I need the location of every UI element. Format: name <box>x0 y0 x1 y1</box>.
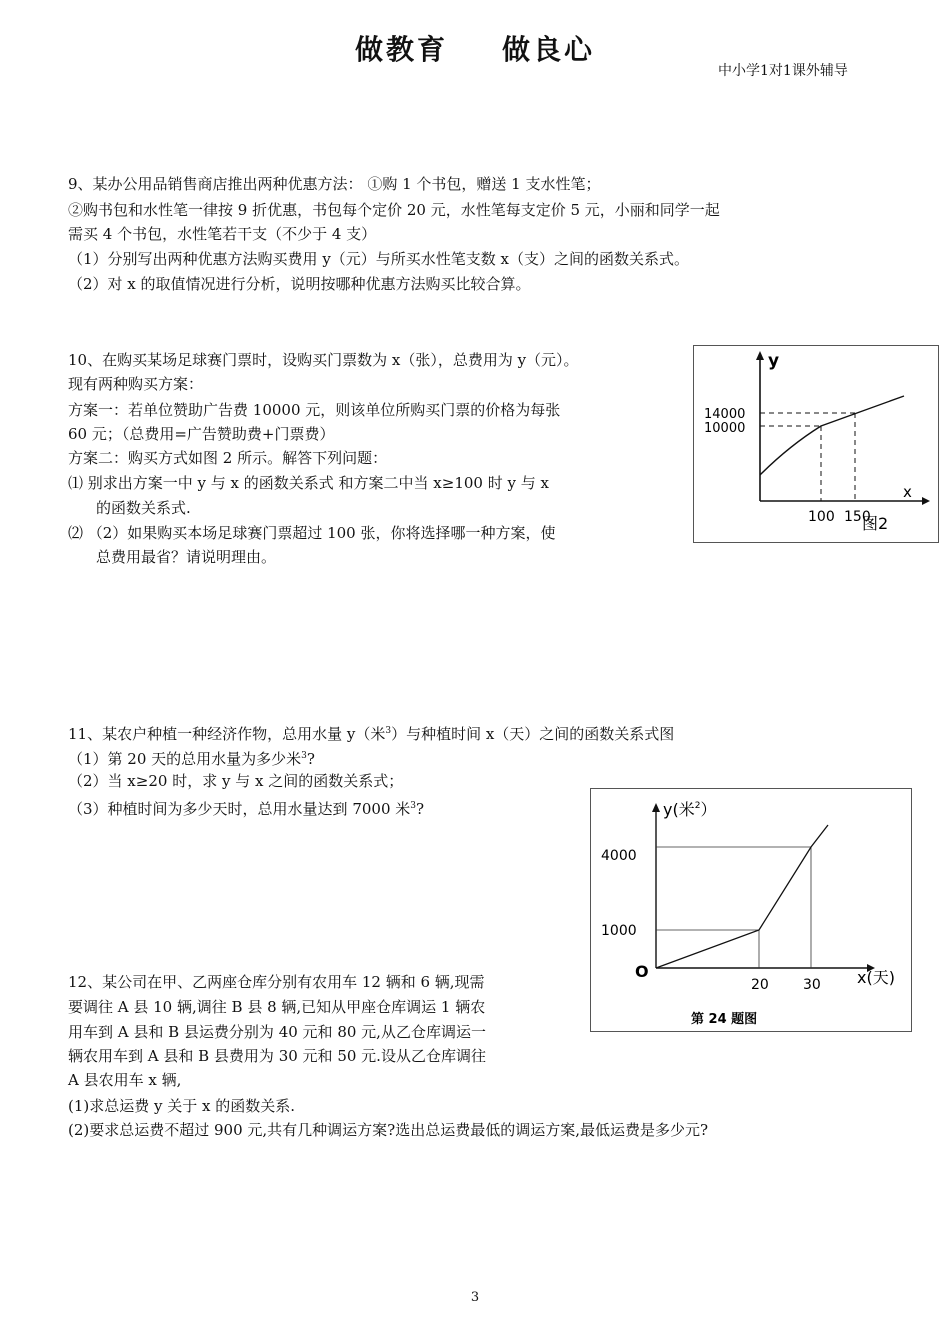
q9-line-2: ②购书包和水性笔一律按 9 折优惠，书包每个定价 20 元，水性笔每支定价 5 元，小丽和同学一起 <box>68 201 720 219</box>
q10-line-8: ⑵ （2）如果购买本场足球赛门票超过 100 张，你将选择哪一种方案，使 <box>68 524 556 542</box>
q10-line-6: ⑴ 别求出方案一中 y 与 x 的函数关系式 和方案二中当 x≥100 时 y 与 x <box>68 474 549 492</box>
q10-line-5: 方案二：购买方式如图 2 所示。解答下列问题： <box>68 449 388 467</box>
page-number: 3 <box>470 1290 480 1305</box>
fig2-tick-100: 100 <box>808 509 835 525</box>
fig24-line <box>656 825 828 968</box>
title-right: 做良心 <box>502 33 596 66</box>
q10-line-3: 方案一：若单位赞助广告费 10000 元，则该单位所购买门票的价格为每张 <box>68 401 561 419</box>
q12-line-3: 用车到 A 县和 B 县运费分别为 40 元和 80 元,从乙仓库调运一 <box>68 1023 486 1041</box>
fig2-x-label: x <box>903 483 912 501</box>
fig2-y-label: y <box>768 351 780 371</box>
q11-line-4: （3）种植时间为多少天时，总用水量达到 7000 米$^3$? <box>68 800 425 818</box>
q12-line-6: (1)求总运费 y 关于 x 的函数关系. <box>68 1097 296 1115</box>
q12-line-5: A 县农用车 x 辆, <box>68 1071 182 1089</box>
figure-24 <box>590 788 912 1032</box>
fig2-curve <box>760 396 904 475</box>
fig2-x-arrow <box>922 497 930 505</box>
fig24-y-label: y(米$^2$） <box>663 800 717 819</box>
q11-line-2: （1）第 20 天的总用水量为多少米$^3$? <box>68 750 315 768</box>
figure-2 <box>693 345 939 543</box>
q9-line-5: （2）对 x 的取值情况进行分析，说明按哪种优惠方法购买比较合算。 <box>68 275 531 293</box>
q9-line-3: 需买 4 个书包，水性笔若干支（不少于 4 支） <box>68 225 377 243</box>
fig24-y-arrow <box>652 803 660 812</box>
q9-line-4: （1）分别写出两种优惠方法购买费用 y（元）与所买水性笔支数 x（支）之间的函数关系式。 <box>68 250 690 268</box>
q11-line-1: 11、某农户种植一种经济作物，总用水量 y（米$^3$）与种植时间 x（天）之间的函数关系式图 <box>68 725 675 743</box>
q9-line-1: 9、某办公用品销售商店推出两种优惠方法： ①购 1 个书包，赠送 1 支水性笔； <box>68 175 601 193</box>
q10-line-4: 60 元；（总费用=广告赞助费+门票费） <box>68 425 335 443</box>
title-left: 做教育 <box>354 33 448 66</box>
fig2-tick-10000: 10000 <box>704 421 746 436</box>
fig2-tick-14000: 14000 <box>704 407 746 422</box>
q12-line-2: 要调往 A 县 10 辆,调往 B 县 8 辆,已知从甲座仓库调运 1 辆农 <box>68 998 486 1016</box>
q10-line-1: 10、在购买某场足球赛门票时，设购买门票数为 x（张），总费用为 y（元）。 <box>68 351 579 369</box>
q12-line-7: (2)要求总运费不超过 900 元,共有几种调运方案?选出总运费最低的调运方案,最低运费是多少元? <box>68 1121 709 1139</box>
q12-line-1: 12、某公司在甲、乙两座仓库分别有农用车 12 辆和 6 辆,现需 <box>68 973 485 991</box>
q11-line-3: （2）当 x≥20 时，求 y 与 x 之间的函数关系式； <box>68 772 404 790</box>
q12-line-4: 辆农用车到 A 县和 B 县费用为 30 元和 50 元.设从乙仓库调往 <box>68 1047 486 1065</box>
fig24-tick-30: 30 <box>803 977 821 993</box>
page-subtitle: 中小学1对1课外辅导 <box>718 63 848 79</box>
fig2-caption: 图2 <box>862 514 889 533</box>
fig24-caption: 第 24 题图 <box>691 1012 758 1027</box>
figure-24-graph <box>591 789 911 1031</box>
fig24-x-label: x(天) <box>857 968 895 987</box>
fig2-tick-150: 150 <box>844 509 871 525</box>
fig24-tick-20: 20 <box>751 977 769 993</box>
q10-line-7: 的函数关系式. <box>96 499 191 517</box>
figure-2-graph <box>694 346 938 542</box>
fig24-tick-4000: 4000 <box>601 848 637 864</box>
fig2-y-arrow <box>756 351 764 360</box>
fig24-tick-1000: 1000 <box>601 923 637 939</box>
fig24-origin: O <box>635 962 649 981</box>
q10-line-2: 现有两种购买方案： <box>68 375 204 393</box>
q10-line-9: 总费用最省？请说明理由。 <box>96 548 277 566</box>
